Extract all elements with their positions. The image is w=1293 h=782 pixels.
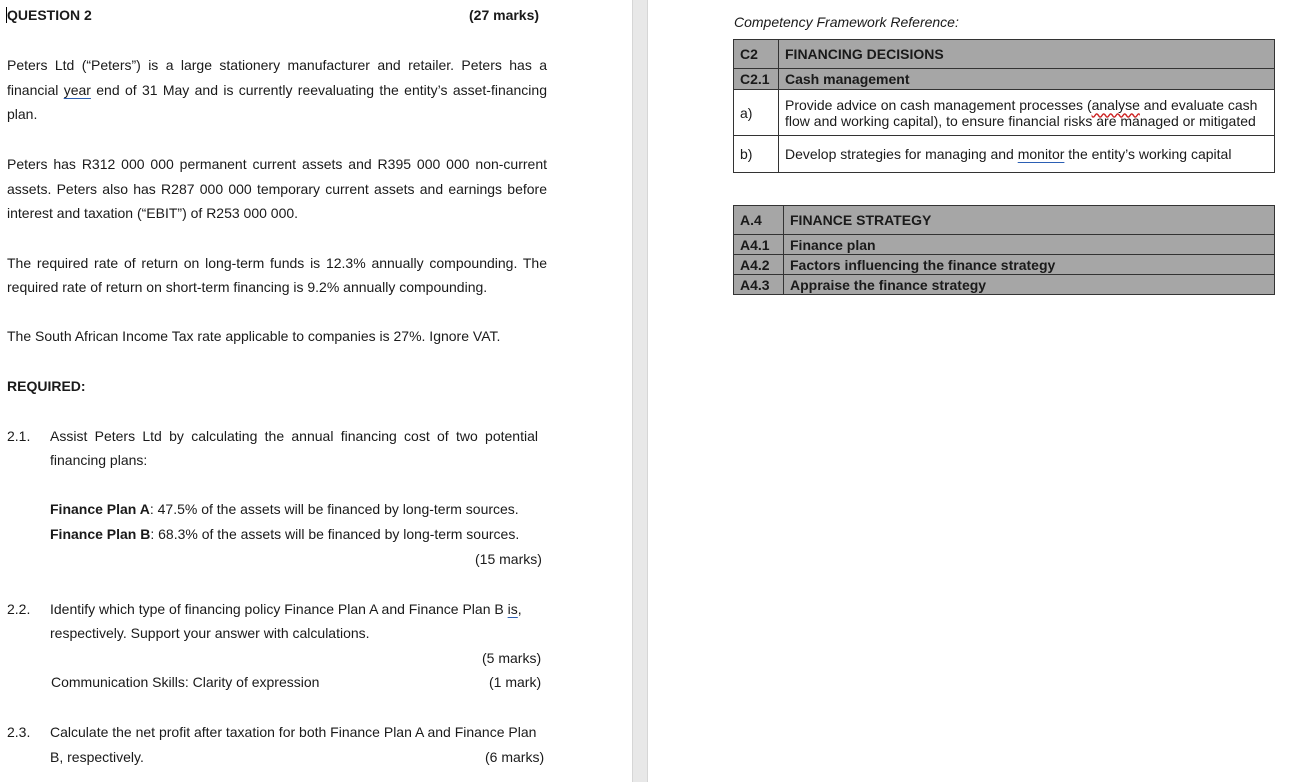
required-heading: REQUIRED: bbox=[7, 378, 86, 394]
intro-paragraph-2 bbox=[7, 152, 547, 201]
intro-p1-line2-b: end of 31 May and is currently reevaluating the entity’s asset-financing bbox=[90, 81, 547, 98]
grammar-flag-monitor[interactable]: monitor bbox=[1017, 146, 1065, 162]
code-cell: A.4 bbox=[734, 206, 784, 235]
item-2-1-marks: (15 marks) bbox=[475, 551, 542, 567]
table-row bbox=[734, 206, 1275, 235]
question-title: QUESTION 2 bbox=[7, 7, 92, 23]
description-cell bbox=[779, 90, 1275, 136]
item-2-2-line2: respectively. Support your answer with calculations. bbox=[50, 625, 370, 641]
question-marks: (27 marks) bbox=[469, 7, 540, 23]
code-cell: A4.2 bbox=[734, 255, 784, 275]
table-row bbox=[734, 136, 1275, 173]
code-cell: C2.1 bbox=[734, 69, 779, 90]
item-2-2-line1 bbox=[50, 597, 522, 622]
intro-p4: The South African Income Tax rate applicable to companies is 27%. Ignore VAT. bbox=[7, 328, 501, 344]
intro-p1-line2-a: financial bbox=[7, 81, 64, 98]
intro-p1-line3: plan. bbox=[7, 106, 38, 122]
plan-b-label: Finance Plan B bbox=[50, 526, 151, 542]
table-row bbox=[734, 255, 1275, 275]
title-cell: Finance plan bbox=[784, 235, 1275, 255]
competency-heading: Competency Framework Reference: bbox=[734, 14, 959, 30]
intro-p2-line3: interest and taxation (“EBIT”) of R253 000 000. bbox=[7, 205, 299, 221]
item-2-3-line2: B, respectively. bbox=[50, 749, 144, 765]
intro-p1-line2 bbox=[7, 78, 547, 103]
item-2-3-line1: Calculate the net profit after taxation for both Finance Plan A and Finance Plan bbox=[50, 724, 537, 740]
row-b-text-b: the entity’s working capital bbox=[1064, 146, 1232, 162]
page-gutter bbox=[632, 0, 648, 782]
item-2-1-line1: Assist Peters Ltd by calculating the annual financing cost of two potential bbox=[50, 428, 538, 444]
code-cell: A4.3 bbox=[734, 275, 784, 295]
row-a-text-a: Provide advice on cash management processes ( bbox=[785, 96, 1092, 113]
grammar-flag-year[interactable]: year bbox=[63, 81, 91, 98]
code-cell: b) bbox=[734, 136, 779, 173]
title-cell: Appraise the finance strategy bbox=[784, 275, 1275, 295]
plan-b-text: : 68.3% of the assets will be financed by long-term sources. bbox=[150, 526, 520, 542]
intro-p3-line2: required rate of return on short-term financing is 9.2% annually compounding. bbox=[7, 279, 488, 295]
finance-plan-b bbox=[50, 522, 519, 547]
table-row bbox=[734, 69, 1275, 90]
item-2-1-line2: financing plans: bbox=[50, 452, 148, 468]
code-cell: a) bbox=[734, 90, 779, 136]
title-cell: Factors influencing the finance strategy bbox=[784, 255, 1275, 275]
code-cell: A4.1 bbox=[734, 235, 784, 255]
title-cell: FINANCE STRATEGY bbox=[784, 206, 1275, 235]
row-b-text-a: Develop strategies for managing and bbox=[785, 146, 1018, 162]
row-a-line2: flow and working capital), to ensure financial risks are managed or mitigated bbox=[785, 112, 1256, 129]
item-2-1-text bbox=[50, 424, 538, 449]
plan-a-text: : 47.5% of the assets will be financed by long-term sources. bbox=[149, 501, 519, 517]
spelling-flag-analyse[interactable]: analyse bbox=[1091, 96, 1140, 113]
item-2-2-line1-a: Identify which type of financing policy Finance Plan A and Finance Plan B bbox=[50, 601, 508, 617]
item-2-2-number: 2.2. bbox=[7, 601, 31, 617]
finance-plan-a bbox=[50, 497, 519, 522]
intro-paragraph-1 bbox=[7, 53, 547, 102]
communication-marks: (1 mark) bbox=[489, 674, 542, 690]
plan-a-label: Finance Plan A bbox=[50, 501, 150, 517]
item-2-2-marks: (5 marks) bbox=[482, 650, 542, 666]
table-row bbox=[734, 235, 1275, 255]
item-2-3-marks: (6 marks) bbox=[485, 749, 545, 765]
intro-p2-line2: assets. Peters also has R287 000 000 temporary current assets and earnings before bbox=[7, 180, 547, 197]
table-row bbox=[734, 275, 1275, 295]
intro-p1-line1: Peters Ltd (“Peters”) is a large stationery manufacturer and retailer. Peters has a bbox=[7, 57, 547, 73]
item-2-2-line1-b: , bbox=[517, 601, 522, 617]
table-row bbox=[734, 40, 1275, 69]
intro-p3-line1: The required rate of return on long-term funds is 12.3% annually compounding. The bbox=[7, 255, 547, 271]
row-a-line1 bbox=[785, 97, 1268, 113]
item-2-3-number: 2.3. bbox=[7, 724, 31, 740]
row-a-text-b: and evaluate cash bbox=[1139, 96, 1258, 113]
grammar-flag-is[interactable]: is bbox=[507, 601, 518, 617]
intro-paragraph-3 bbox=[7, 251, 547, 276]
title-cell: Cash management bbox=[779, 69, 1275, 90]
communication-skills: Communication Skills: Clarity of expression bbox=[51, 674, 320, 690]
item-2-1-number: 2.1. bbox=[7, 428, 31, 444]
competency-table-a4 bbox=[733, 205, 1275, 295]
description-cell bbox=[779, 136, 1275, 173]
title-cell: FINANCING DECISIONS bbox=[779, 40, 1275, 69]
intro-p2-line1: Peters has R312 000 000 permanent current assets and R395 000 000 non-current bbox=[7, 156, 547, 172]
code-cell: C2 bbox=[734, 40, 779, 69]
competency-table-c2 bbox=[733, 39, 1275, 173]
table-row bbox=[734, 90, 1275, 136]
